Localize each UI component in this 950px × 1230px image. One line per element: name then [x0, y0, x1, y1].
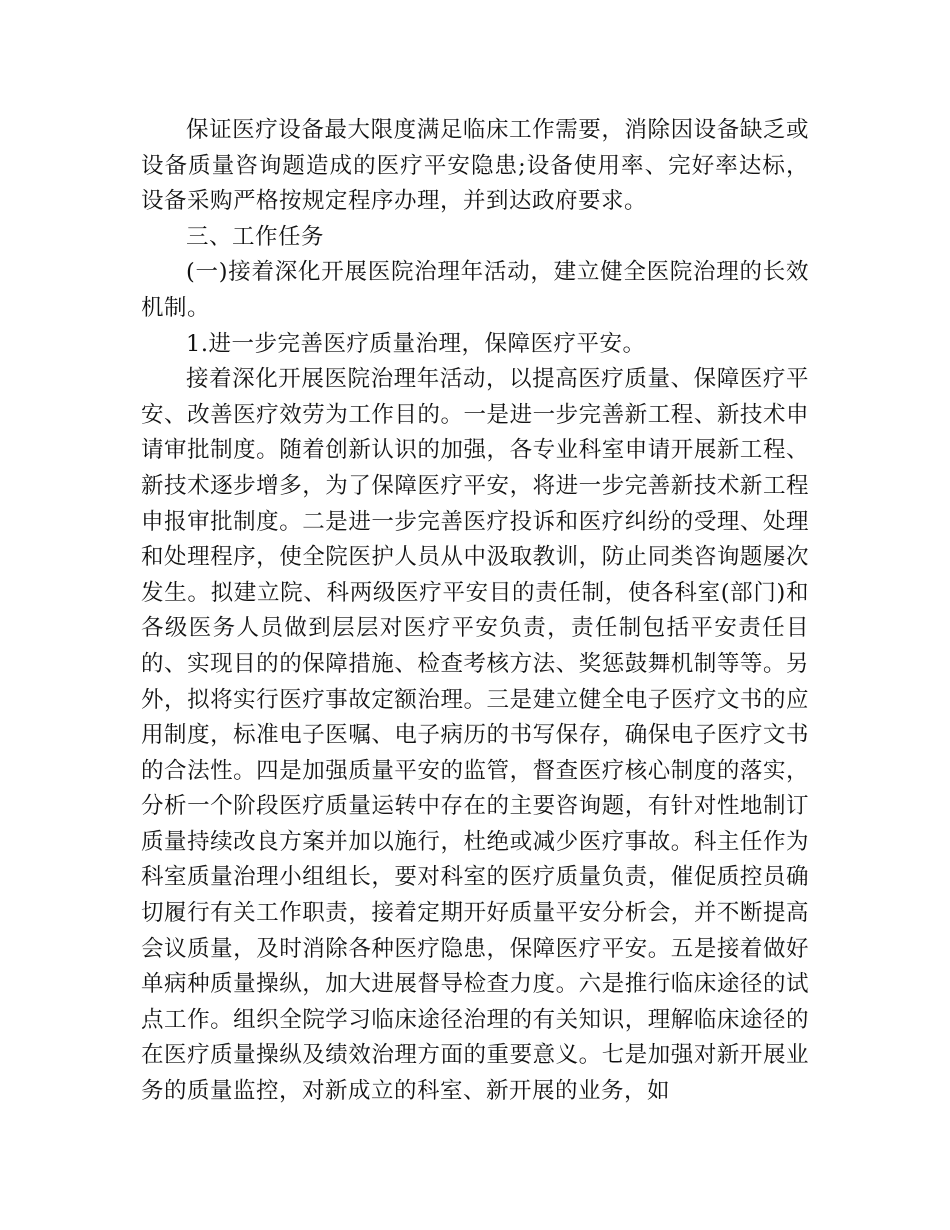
- item-heading-1: 1.进一步完善医疗质量治理，保障医疗平安。: [186, 330, 646, 357]
- section-heading-tasks: 三、工作任务: [186, 223, 325, 250]
- document-page: [141, 113, 809, 1110]
- subsection-heading-1: (一)接着深化开展医院治理年活动，建立健全医院治理的长效机制。: [141, 259, 809, 321]
- paragraph-body: 接着深化开展医院治理年活动，以提高医疗质量、保障医疗平安、改善医疗效劳为工作目的。一是进一步完善新工程、新技术申请审批制度。随着创新认识的加强，各专业科室申请开展新工程、新技术逐步增多，为了保障医疗平安，将进一步完善新技术新工程申报审批制度。二是进一步完善医疗投诉和医疗纠纷的受理、处理和处理程序，使全院医护人员从中汲取教训，防止同类咨询题屡次发生。拟建立院、科两级医疗平安目的责任制，使各科室(部门)和各级医务人员做到层层对医疗平安负责，责任制包括平安责任目的、实现目的的保障措施、检查考核方法、奖惩鼓舞机制等等。另外，拟将实行医疗事故定额治理。三是建立健全电子医疗文书的应用制度，标准电子医嘱、电子病历的书写保存，确保电子医疗文书的合法性。四是加强质量平安的监管，督查医疗核心制度的落实，分析一个阶段医疗质量运转中存在的主要咨询题，有针对性地制订质量持续改良方案并加以施行，杜绝或减少医疗事故。科主任作为科室质量治理小组组长，要对科室的医疗质量负责，催促质控员确切履行有关工作职责，接着定期开好质量平安分析会，并不断提高会议质量，及时消除各种医疗隐患，保障医疗平安。五是接着做好单病种质量操纵，加大进展督导检查力度。六是推行临床途径的试点工作。组织全院学习临床途径治理的有关知识，理解临床途径的在医疗质量操纵及绩效治理方面的重要意义。七是加强对新开展业务的质量监控，对新成立的科室、新开展的业务，如: [141, 366, 809, 1105]
- paragraph-equipment: 保证医疗设备最大限度满足临床工作需要，消除因设备缺乏或设备质量咨询题造成的医疗平安隐患;设备使用率、完好率达标，设备采购严格按规定程序办理，并到达政府要求。: [141, 117, 809, 215]
